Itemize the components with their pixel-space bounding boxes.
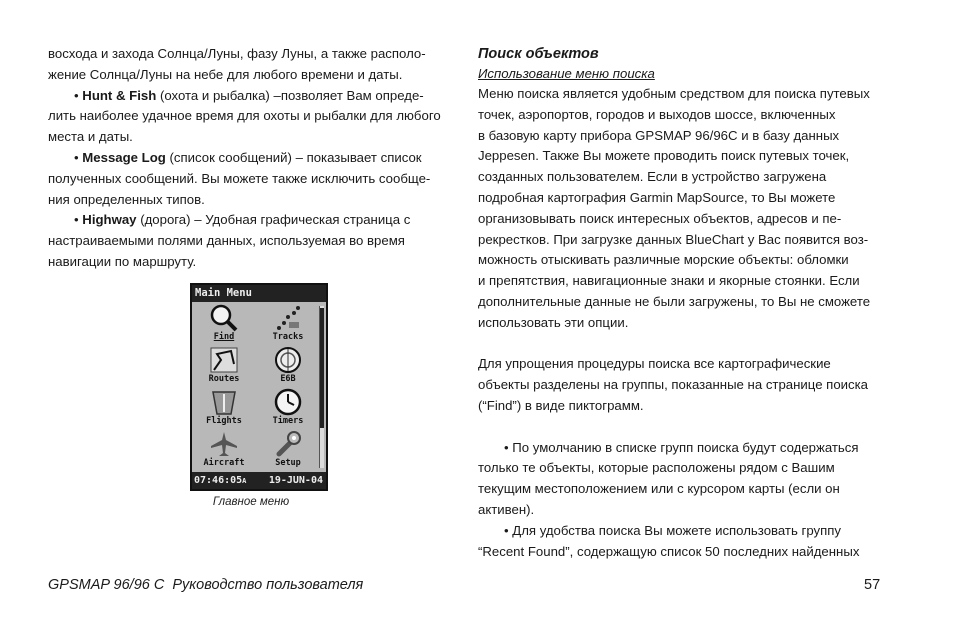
right-column (478, 44, 888, 562)
item-line: ния определенных типов. (48, 191, 205, 207)
paragraph-line: в базовую карту прибора GPSMAP 96/96C и в базу данных (478, 127, 840, 143)
menu-item-routes[interactable] (192, 344, 256, 386)
paragraph-line: подробная картография Garmin MapSource, то Вы можете (478, 189, 836, 205)
item-line: места и даты. (48, 129, 133, 145)
footer-model: GPSMAP 96/96 C (48, 577, 165, 593)
time-suffix: A (242, 477, 247, 485)
bullet-line: текущим местоположением или с курсором карты (если он (478, 481, 840, 497)
menu-item-label: Tracks (272, 332, 304, 342)
paragraph-line: (“Find”) в виде пиктограмм. (478, 397, 644, 413)
paragraph-line: созданных пользователем. Если в устройство загружена (478, 169, 827, 185)
footer-title (48, 577, 363, 593)
paragraph-line: точек, аэропортов, городов и выходов шоссе, включенных (478, 106, 836, 122)
item-line: навигации по маршруту. (48, 253, 197, 269)
figure-caption: Главное меню (212, 496, 290, 508)
paragraph-line: организовывать поиск интересных объектов, адресов и пе- (478, 210, 842, 226)
paragraph-line: использовать эти опции. (478, 314, 629, 330)
page-number: 57 (864, 577, 881, 593)
bullet-line: • По умолчанию в списке групп поиска будут содержаться (504, 439, 859, 455)
menu-item-label: Routes (208, 374, 240, 384)
menu-item-timers[interactable] (256, 386, 320, 428)
menu-item-aircraft[interactable] (192, 428, 256, 470)
hunt-fish-term: Hunt & Fish (82, 87, 157, 103)
paragraph-line: и препятствия, навигационные знаки и якорные стоянки. Если (478, 273, 860, 289)
section-heading: Поиск объектов (478, 46, 599, 62)
device-title: Main Menu (192, 285, 326, 302)
paragraph-line: Для упрощения процедуры поиска все картографические (478, 356, 831, 372)
scroll-thumb[interactable] (320, 308, 324, 428)
wrench-icon (273, 430, 303, 458)
device-scrollbar[interactable] (319, 306, 324, 468)
intro-line: восхода и захода Солнца/Луны, фазу Луны, а также располо- (48, 46, 426, 61)
section-subheading: Использование меню поиска (478, 66, 655, 81)
aircraft-icon (209, 430, 239, 458)
menu-item-label: Flights (206, 416, 242, 426)
menu-item-setup[interactable] (256, 428, 320, 470)
bullet-line: “Recent Found”, содержащую список 50 последних найденных (478, 543, 860, 559)
clock-icon (273, 388, 303, 416)
flights-icon (209, 388, 239, 416)
paragraph-line: объекты разделены на группы, показанные на странице поиска (478, 377, 869, 393)
magnifier-icon (209, 304, 239, 332)
bullet-line: только те объекты, которые расположены рядом с Вашим (478, 460, 835, 476)
bullet-line: • Для удобства поиска Вы можете использовать группу (504, 522, 841, 538)
menu-item-label: Timers (272, 416, 304, 426)
item-line: лить наиболее удачное время для охоты и рыбалки для любого (48, 108, 441, 124)
menu-item-find[interactable] (192, 302, 256, 344)
routes-icon (209, 346, 239, 374)
footer-manual-title: Руководство пользователя (172, 577, 364, 593)
highway-item: • Highway (дорога) – Удобная графическая страница с (74, 212, 411, 228)
paragraph-line: Меню поиска является удобным средством для поиска путевых (478, 86, 870, 101)
item-line: полученных сообщений. Вы можете также исключить сообще- (48, 170, 431, 186)
flight-computer-icon (273, 346, 303, 374)
menu-item-e6b[interactable] (256, 344, 320, 386)
menu-item-label: Setup (275, 458, 301, 468)
paragraph-line: дополнительные данные не были загружены, то Вы не сможете (478, 293, 871, 309)
message-log-item: • Message Log (список сообщений) – показывает список (74, 149, 422, 165)
message-log-term: Message Log (82, 149, 166, 165)
menu-item-label: Aircraft (203, 458, 245, 468)
intro-line: жение Солнца/Луны на небе для любого времени и даты. (48, 66, 403, 82)
device-date: 19-JUN-04 (268, 475, 323, 486)
paragraph-line: Jeppesen. Также Вы можете проводить поиск путевых точек, (478, 148, 850, 164)
tracks-icon (273, 304, 303, 332)
device-time: 07:46:05A (194, 475, 247, 486)
hunt-fish-item: • Hunt & Fish (охота и рыбалка) –позволяет Вам опреде- (74, 87, 424, 103)
menu-item-tracks[interactable] (256, 302, 320, 344)
menu-item-label: Find (213, 332, 235, 342)
bullet-line: активен). (478, 501, 535, 517)
item-line: настраиваемыми полями данных, используемая во время (48, 233, 405, 249)
paragraph-line: можность отыскивать различные морские объекты: обломки (478, 252, 849, 268)
device-status-bar (192, 472, 326, 489)
main-menu-grid (192, 302, 320, 471)
paragraph-line: рекрестков. При загрузке данных BlueChart у Вас появится воз- (478, 231, 869, 247)
menu-item-flights[interactable] (192, 386, 256, 428)
menu-item-label: E6B (280, 374, 296, 384)
left-column (48, 44, 448, 273)
highway-term: Highway (82, 212, 137, 228)
device-screenshot (190, 283, 328, 491)
